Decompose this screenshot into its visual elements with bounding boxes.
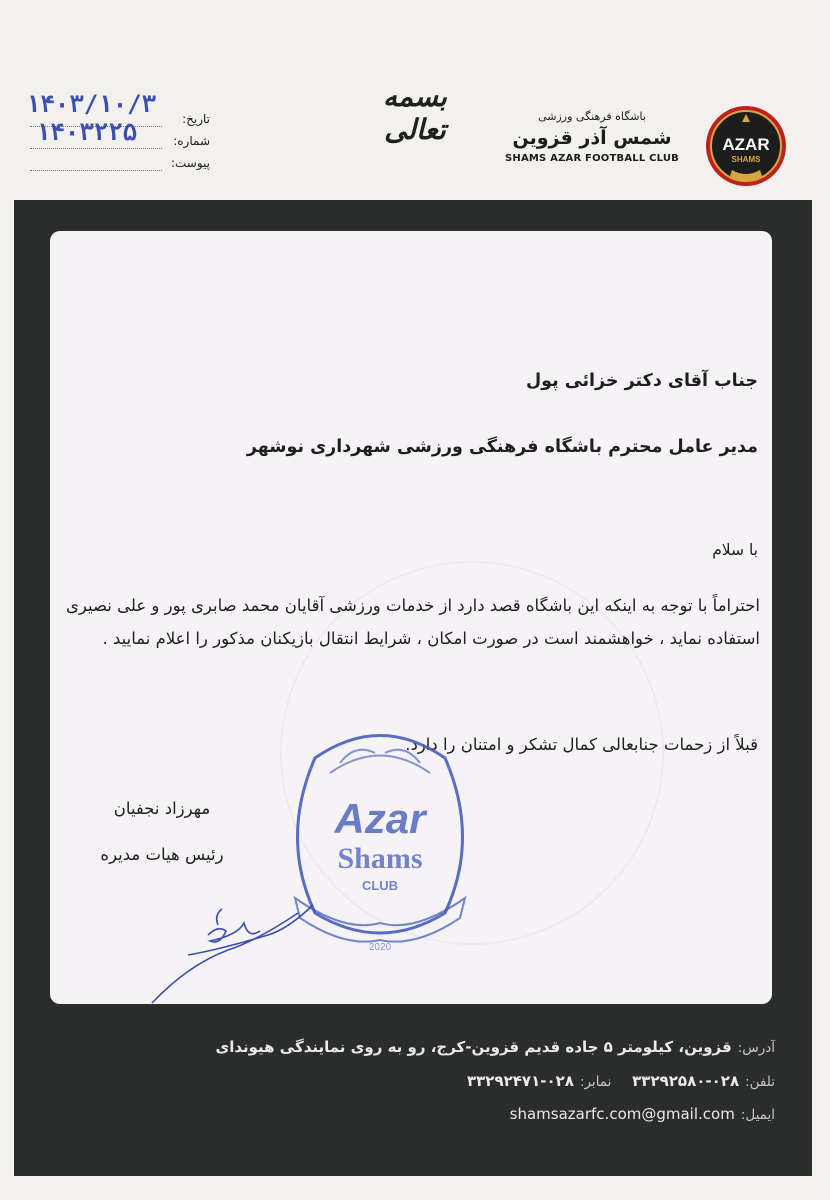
footer-phones [467, 1072, 775, 1090]
stamp-club: CLUB [361, 878, 399, 893]
logo-subtitle: SHAMS [731, 155, 761, 164]
club-names [482, 110, 702, 164]
signer-title: رئیس هیات مدیره [100, 845, 224, 864]
signer-name: مهرزاد نجفیان [113, 799, 211, 818]
number-dotline [30, 148, 162, 149]
fax-value: ۰۲۸-۳۳۲۹۲۴۷۱ [466, 1072, 574, 1090]
attachment-label: پیوست: [170, 156, 210, 170]
meta-labels [150, 108, 210, 174]
club-name-big: شمس آذر قزوین [512, 127, 672, 149]
footer-address [215, 1038, 775, 1056]
email-value[interactable]: shamsazarfc.com@gmail.com [509, 1105, 735, 1123]
signature [148, 895, 318, 1010]
greeting: با سلام [712, 541, 758, 559]
date-handwritten: ۱۴۰۳/۱۰/۳ [26, 90, 157, 118]
recipient-line2: مدیر عامل محترم باشگاه فرهنگی ورزشی شهرداری نوشهر [246, 437, 758, 457]
club-name-en: SHAMS AZAR FOOTBALL CLUB [505, 153, 679, 164]
email-label: ایمیل: [740, 1107, 775, 1123]
attachment-dotline [30, 170, 162, 171]
logo-title: AZAR [722, 135, 770, 154]
recipient-line1: جناب آقای دکتر خزائی پول [525, 371, 758, 391]
stamp-azar: Azar [334, 795, 426, 842]
stamp-year: 2020 [368, 942, 392, 953]
stamp-shams: Shams [337, 842, 423, 875]
club-name-small: باشگاه فرهنگی ورزشی [538, 110, 646, 123]
phone-label: تلفن: [745, 1074, 775, 1090]
number-handwritten: ۱۴۰۳۲۲۵ [36, 118, 138, 146]
closing-line: قبلاً از زحمات جنابعالی کمال تشکر و امتنان را دارد. [405, 735, 758, 754]
address-label: آدرس: [737, 1040, 775, 1056]
phone-value: ۰۲۸-۳۳۲۹۲۵۸۰ [632, 1072, 740, 1090]
club-logo [700, 100, 792, 192]
number-label: شماره: [173, 134, 210, 148]
fax-label: نمابر: [579, 1074, 612, 1090]
footer-email [510, 1105, 775, 1123]
address-value: قزوین، کیلومتر ۵ جاده قدیم قزوین-کرج، رو به روی نمایندگی هیوندای [215, 1038, 732, 1056]
date-label: تاریخ: [182, 112, 210, 126]
letter-body: احتراماً با توجه به اینکه این باشگاه قصد دارد از خدمات ورزشی آقایان محمد صابری پور و علی نصیری استفاده نماید ، خواهشمند است در صورت امکان ، شرایط انتقال بازیکنان مذکور را اعلام نمایید . [65, 596, 760, 648]
bismillah: بسمه تعالی [383, 80, 447, 146]
